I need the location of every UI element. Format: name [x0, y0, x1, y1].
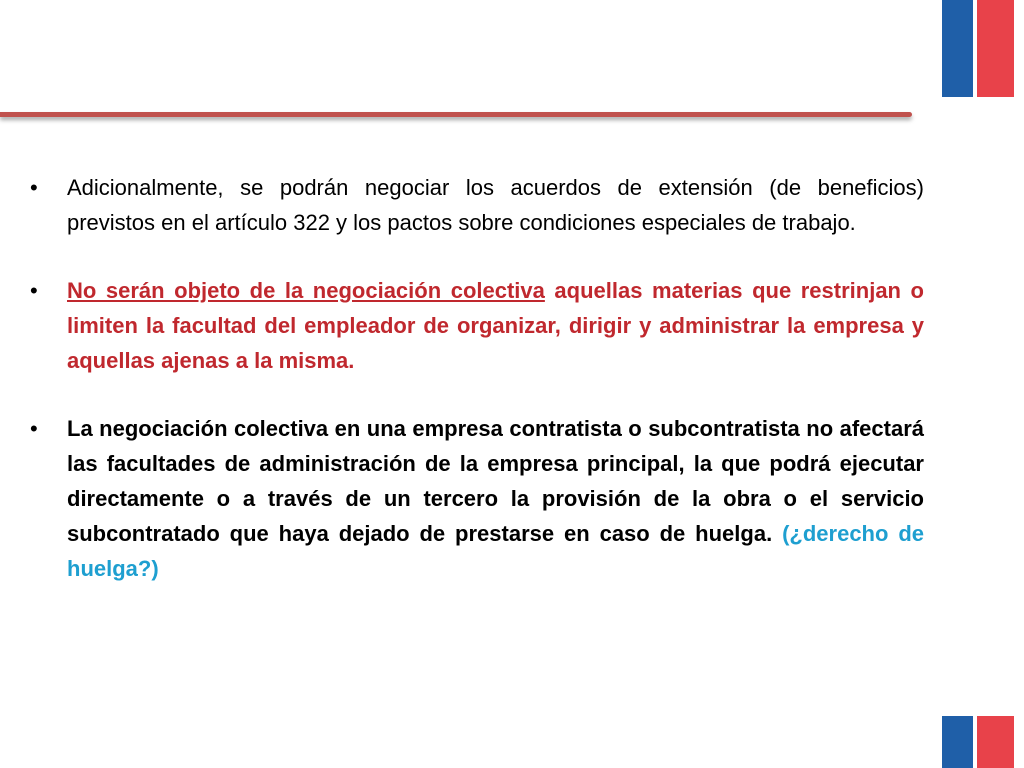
bullet-text — [67, 273, 924, 378]
flag-decoration-bottom — [942, 716, 1014, 768]
flag-blue-stripe — [942, 716, 973, 768]
header-divider — [0, 112, 912, 117]
bullet-marker: • — [30, 278, 38, 303]
flag-red-stripe — [977, 716, 1014, 768]
bullet-item — [30, 273, 924, 378]
highlight-phrase: (¿derecho de huelga?) — [67, 521, 924, 581]
flag-blue-stripe — [942, 0, 973, 97]
bullet-text — [67, 411, 924, 586]
slide-body — [30, 170, 924, 619]
underlined-phrase: No serán objeto de la negociación colectiva — [67, 278, 545, 303]
flag-red-stripe — [977, 0, 1014, 97]
bullet-item — [30, 411, 924, 586]
bullet-marker: • — [30, 416, 38, 441]
bullet-marker: • — [30, 175, 38, 200]
bullet-text-main: La negociación colectiva en una empresa contratista o subcontratista no afectará las facultades de administración de la empresa principal, la que podrá ejecutar directamente o a través de un tercero la provisión de la obra o el servicio subcontratado que haya dejado de prestarse en caso de huelga. — [67, 416, 924, 546]
bullet-text-rest: aquellas materias que restrinjan o limiten la facultad del empleador de organizar, dirigir y administrar la empresa y aquellas ajenas a la misma. — [67, 278, 924, 373]
bullet-text: Adicionalmente, se podrán negociar los acuerdos de extensión (de beneficios) previstos en el artículo 322 y los pactos sobre condiciones especiales de trabajo. — [67, 175, 924, 235]
flag-decoration-top — [942, 0, 1014, 97]
bullet-item — [30, 170, 924, 240]
